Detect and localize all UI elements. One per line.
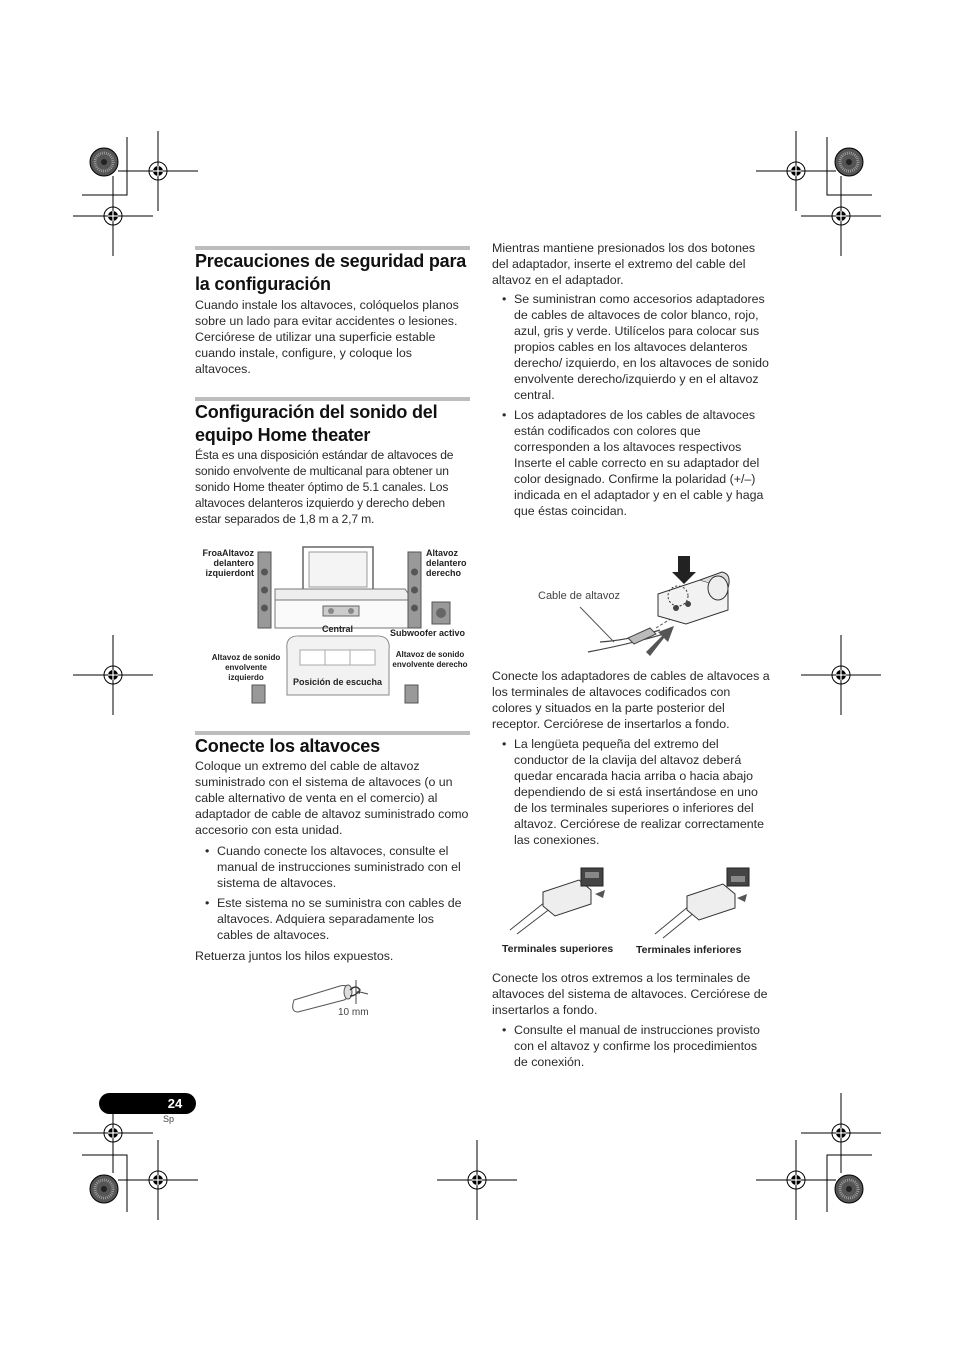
label-center: Central (322, 624, 354, 634)
connect-bullets (195, 843, 470, 947)
list-item: • Consulte el manual de instrucciones provisto con el altavoz y confirme los procedimientos de conexión. (492, 1022, 772, 1070)
safety-title: Precauciones de seguridad para la configuración (195, 251, 467, 294)
other-ends-text: Conecte los otros extremos a los terminales de altavoces del sistema de altavoces. Cerciórese de insertarlos a fondo. (492, 971, 768, 1017)
safety-body: Cuando instale los altavoces, colóquelos planos sobre un lado para evitar accidentes o lesiones. Cerciórese de utilizar una superficie estable cuando instale, configure, y coloque los altavoces. (195, 298, 459, 376)
list-item: • Cuando conecte los altavoces, consulte el manual de instrucciones suministrado con el sistema de altavoces. (195, 843, 470, 891)
cable-label: Cable de altavoz (538, 590, 620, 602)
tab-bullets (492, 736, 772, 852)
adapter-connect-text: Conecte los adaptadores de cables de altavoces a los terminales de altavoces codificados con colores y situados en la parte posterior del receptor. Cerciórese de insertarlos a fondo. (492, 669, 770, 731)
label-front-right: Altavoz delantero derecho (426, 548, 467, 578)
label-listening-position: Posición de escucha (293, 677, 383, 687)
label-front-left: FroaAltavoz delantero izquierdont (202, 548, 254, 578)
language-code: Sp (163, 1114, 175, 1124)
connect-title: Conecte los altavoces (195, 736, 380, 756)
wire-length-label: 10 mm (338, 1007, 369, 1018)
setup-body: Ésta es una disposición estándar de altavoces de sonido envolvente de multicanal para obtener un sonido Home theater óptimo de 5.1 canales. Los altavoces delanteros izquierdo y derecho deben estar separados de 1,8 m a 2,7 m. (195, 448, 454, 526)
manual-bullets (492, 1022, 772, 1074)
label-surround-left: Altavoz de sonido envolvente izquierdo (211, 653, 281, 682)
label-subwoofer: Subwoofer activo (390, 628, 466, 638)
list-item: • La lengüeta pequeña del extremo del conductor de la clavija del altavoz deberá quedar encarada hacia arriba o hacia abajo dependiendo de si está insertándose en uno de los terminales superiores o inferiores del altavoz. Cerciórese de realizar correctamente las conexiones. (492, 736, 772, 848)
list-item: • Este sistema no se suministra con cables de altavoces. Adquiera separadamente los cables de altavoces. (195, 895, 470, 943)
lower-terminals-label: Terminales inferiores (636, 944, 742, 956)
adapter-bullets (492, 291, 772, 523)
adapter-intro: Mientras mantiene presionados los dos botones del adaptador, inserte el extremo del cable del altavoz en el adaptador. (492, 241, 756, 287)
list-item: • Los adaptadores de los cables de altavoces están codificados con colores que corresponden a los altavoces respectivos Inserte el cable correcto en su adaptador del color designado. Confirme la polaridad (+/–) indicada en el adaptador y en el cable y haga que éstas coincidan. (492, 407, 772, 519)
terminals-illustration (505, 862, 775, 942)
twist-instruction: Retuerza juntos los hilos expuestos. (195, 949, 394, 963)
label-surround-right: Altavoz de sonido envolvente derecho (392, 650, 468, 669)
connect-body: Coloque un extremo del cable de altavoz suministrado con el sistema de altavoces (o un cable alternativo de venta en el comercio) al adaptador de cable de altavoz suministrado como accesorio con esta unidad. (195, 759, 469, 837)
upper-terminals-label: Terminales superiores (502, 943, 614, 955)
list-item: • Se suministran como accesorios adaptadores de cables de altavoces de color blanco, rojo, azul, gris y verde. Utilícelos para colocar sus propios cables en los altavoces delanteros derecho/ izquierdo, en los altavoces de sonido envolvente derecho/izquierdo y en el altavoz central. (492, 291, 772, 403)
setup-title: Configuración del sonido del equipo Home theater (195, 402, 438, 445)
page-number: 24 (167, 1096, 183, 1111)
adapter-illustration (560, 552, 760, 662)
